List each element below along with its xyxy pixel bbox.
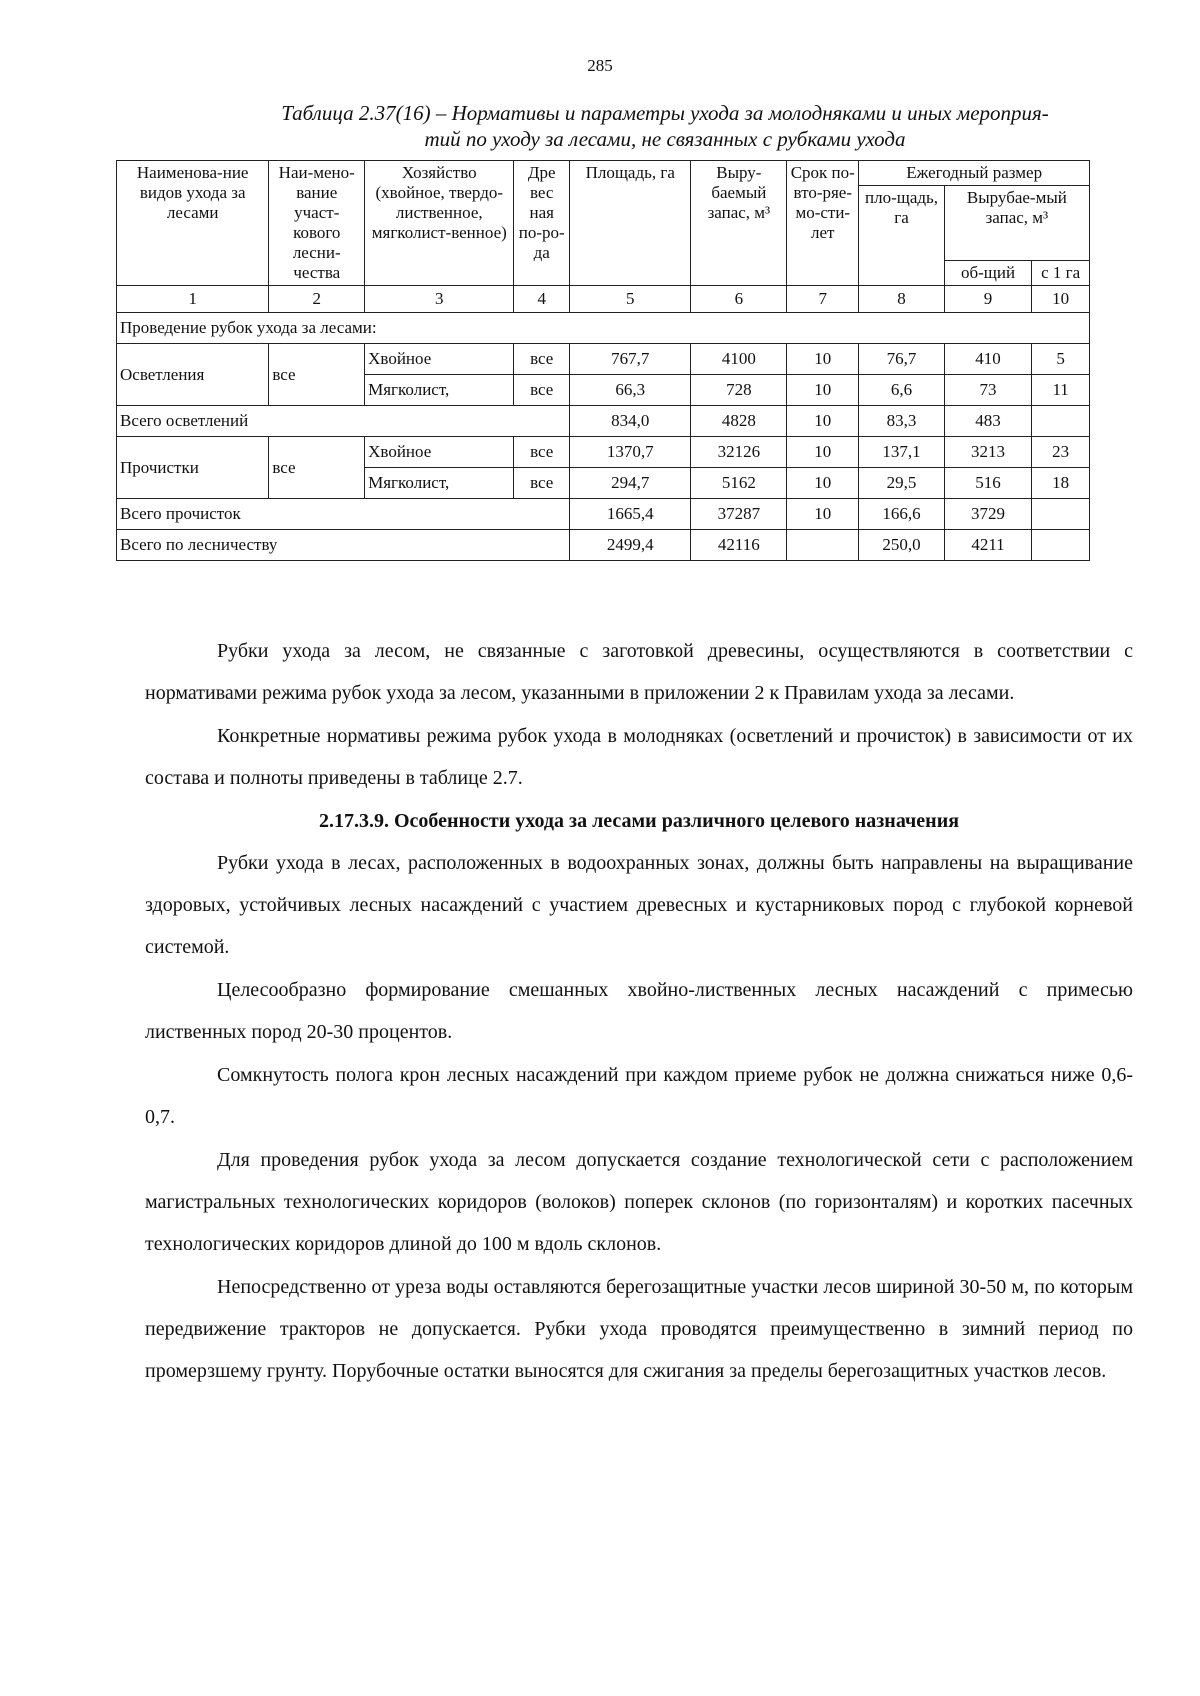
header-volume: Выру-баемый запас, м³ — [691, 161, 787, 286]
header-annual-volume: Вырубае-мый запас, м³ — [944, 186, 1089, 261]
header-period: Срок по-вто-ряе-мо-сти-лет — [787, 161, 859, 286]
area-cell: 2499,4 — [570, 530, 691, 561]
header-area: Площадь, га — [570, 161, 691, 286]
volume-cell: 42116 — [691, 530, 787, 561]
volume-cell: 4100 — [691, 344, 787, 375]
period-cell: 10 — [787, 375, 859, 406]
volume-cell: 32126 — [691, 437, 787, 468]
species-cell: все — [514, 375, 570, 406]
area-cell: 767,7 — [570, 344, 691, 375]
col-number: 6 — [691, 286, 787, 313]
table-row — [117, 437, 1090, 468]
area-cell: 1665,4 — [570, 499, 691, 530]
care-type-cell: Осветления — [117, 344, 269, 406]
period-cell: 10 — [787, 437, 859, 468]
volume-cell: 5162 — [691, 468, 787, 499]
column-number-row — [117, 286, 1090, 313]
header-forestry: Наи-мено-вание участ-кового лесни-чества — [269, 161, 365, 286]
paragraph: Рубки ухода в лесах, расположенных в водоохранных зонах, должны быть направлены на выращивание здоровых, устойчивых лесных насаждений с участием древесных и кустарниковых пород с глубокой корневой системой. — [145, 852, 1133, 958]
annual-area-cell: 166,6 — [859, 499, 944, 530]
area-cell: 66,3 — [570, 375, 691, 406]
grand-total-label: Всего по лесничеству — [117, 530, 570, 561]
subtotal-row — [117, 406, 1090, 437]
document-body — [145, 630, 1133, 1393]
header-annual-volume-total: об-щий — [944, 261, 1032, 286]
care-type-cell: Прочистки — [117, 437, 269, 499]
forest-care-table — [116, 160, 1090, 561]
period-cell: 10 — [787, 344, 859, 375]
volume-cell: 4828 — [691, 406, 787, 437]
period-cell: 10 — [787, 468, 859, 499]
period-cell: 10 — [787, 499, 859, 530]
col-number: 10 — [1032, 286, 1090, 313]
table-row — [117, 344, 1090, 375]
per-ha-cell — [1032, 499, 1090, 530]
area-cell: 834,0 — [570, 406, 691, 437]
farm-cell: Мягколист, — [365, 468, 514, 499]
header-annual: Ежегодный размер — [859, 161, 1090, 186]
header-annual-volume-per-ha: с 1 га — [1032, 261, 1090, 286]
period-cell — [787, 530, 859, 561]
annual-volume-cell: 516 — [944, 468, 1032, 499]
paragraph: Целесообразно формирование смешанных хвойно-лиственных лесных насаждений с примесью лиственных пород 20-30 процентов. — [145, 979, 1133, 1043]
species-cell: все — [514, 468, 570, 499]
per-ha-cell: 11 — [1032, 375, 1090, 406]
col-number: 4 — [514, 286, 570, 313]
annual-area-cell: 29,5 — [859, 468, 944, 499]
annual-area-cell: 83,3 — [859, 406, 944, 437]
col-number: 1 — [117, 286, 269, 313]
area-cell: 294,7 — [570, 468, 691, 499]
per-ha-cell: 5 — [1032, 344, 1090, 375]
annual-volume-cell: 3729 — [944, 499, 1032, 530]
paragraph: Для проведения рубок ухода за лесом допускается создание технологической сети с расположением магистральных технологических коридоров (волоков) поперек склонов (по горизонталям) и коротких пасечных технологических коридоров длиной до 100 м вдоль склонов. — [145, 1149, 1133, 1255]
col-number: 7 — [787, 286, 859, 313]
farm-cell: Мягколист, — [365, 375, 514, 406]
annual-volume-cell: 4211 — [944, 530, 1032, 561]
page-number: 285 — [587, 56, 613, 75]
col-number: 9 — [944, 286, 1032, 313]
farm-cell: Хвойное — [365, 437, 514, 468]
per-ha-cell — [1032, 406, 1090, 437]
species-cell: все — [514, 437, 570, 468]
area-cell: 1370,7 — [570, 437, 691, 468]
section-row — [117, 313, 1090, 344]
subtotal-label: Всего осветлений — [117, 406, 570, 437]
paragraph: Конкретные нормативы режима рубок ухода в молодняках (осветлений и прочисток) в зависимости от их состава и полноты приведены в таблице 2.7. — [145, 725, 1133, 789]
species-cell: все — [514, 344, 570, 375]
header-care-type: Наименова-ние видов ухода за лесами — [117, 161, 269, 286]
paragraph: Непосредственно от уреза воды оставляются берегозащитные участки лесов шириной 30-50 м, по которым передвижение тракторов не допускается. Рубки ухода проводятся преимущественно в зимний период по промерзшему грунту. Порубочные остатки выносятся для сжигания за пределы берегозащитных участков лесов. — [145, 1276, 1133, 1382]
annual-volume-cell: 3213 — [944, 437, 1032, 468]
forestry-cell: все — [269, 344, 365, 406]
per-ha-cell: 23 — [1032, 437, 1090, 468]
period-cell: 10 — [787, 406, 859, 437]
annual-area-cell: 76,7 — [859, 344, 944, 375]
header-annual-area: пло-щадь, га — [859, 186, 944, 286]
farm-cell: Хвойное — [365, 344, 514, 375]
caption-line-2: тий по уходу за лесами, не связанных с рубками ухода — [424, 127, 906, 151]
section-heading: 2.17.3.9. Особенности ухода за лесами различного целевого назначения — [318, 810, 960, 832]
volume-cell: 728 — [691, 375, 787, 406]
paragraph: Сомкнутость полога крон лесных насаждений при каждом приеме рубок не должна снижаться ниже 0,6-0,7. — [145, 1064, 1133, 1128]
col-number: 5 — [570, 286, 691, 313]
header-farm: Хозяйство (хвойное, твердо-лиственное, мягколист-венное) — [365, 161, 514, 286]
caption-line-1: Таблица 2.37(16) – Нормативы и параметры ухода за молодняками и иных мероприя- — [281, 101, 1049, 125]
annual-volume-cell: 483 — [944, 406, 1032, 437]
forest-care-table-wrapper — [116, 160, 1090, 561]
per-ha-cell — [1032, 530, 1090, 561]
annual-volume-cell: 73 — [944, 375, 1032, 406]
table-caption — [200, 100, 1130, 152]
annual-area-cell: 250,0 — [859, 530, 944, 561]
annual-volume-cell: 410 — [944, 344, 1032, 375]
subtotal-label: Всего прочисток — [117, 499, 570, 530]
annual-area-cell: 137,1 — [859, 437, 944, 468]
col-number: 3 — [365, 286, 514, 313]
subtotal-row — [117, 499, 1090, 530]
section-title: Проведение рубок ухода за лесами: — [117, 313, 1090, 344]
volume-cell: 37287 — [691, 499, 787, 530]
col-number: 8 — [859, 286, 944, 313]
col-number: 2 — [269, 286, 365, 313]
paragraph: Рубки ухода за лесом, не связанные с заготовкой древесины, осуществляются в соответствии с нормативами режима рубок ухода за лесом, указанными в приложении 2 к Правилам ухода за лесами. — [145, 640, 1133, 704]
annual-area-cell: 6,6 — [859, 375, 944, 406]
forestry-cell: все — [269, 437, 365, 499]
grand-total-row — [117, 530, 1090, 561]
header-species: Дре вес ная по-ро-да — [514, 161, 570, 286]
per-ha-cell: 18 — [1032, 468, 1090, 499]
